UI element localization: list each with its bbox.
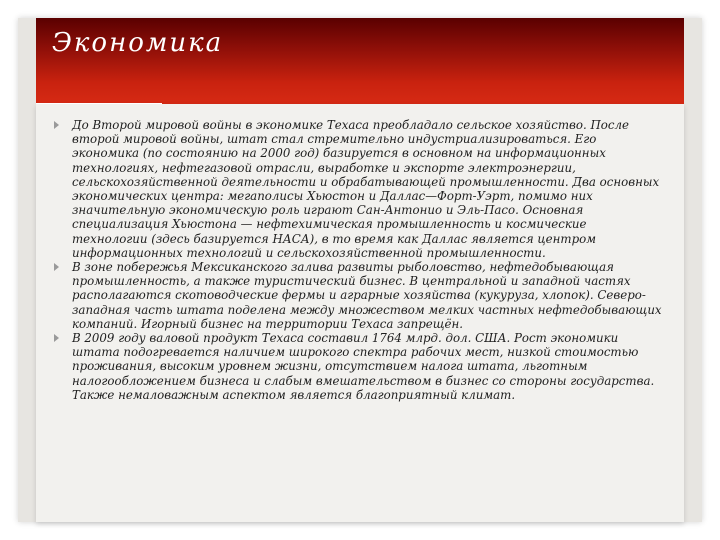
- triangle-bullet-icon: [54, 334, 59, 342]
- bullet-text: До Второй мировой войны в экономике Техаса преобладало сельское хозяйство. После второй мировой войны, штат стал стремительно индустриализироваться. Его экономика (по состоянию на 2000 год) базируется в основном на информационных технологиях, нефтегазовой отрасли, выработке и экспорте электроэнергии, сельскохозяйственной деятельности и обрабатывающей промышленности. Два основных экономических центра: мегаполисы Хьюстон и Даллас—Форт-Уэрт, помимо них значительную экономическую роль играют Сан-Антонио и Эль-Пасо. Основная специализация Хьюстона — нефтехимическая промышленность и космические технологии (здесь базируется НАСА), в то время как Даллас является центром информационных технологий и сельскохозяйственной промышленности.: [72, 118, 660, 260]
- bullet-item: [50, 260, 662, 331]
- title-divider: [36, 103, 162, 104]
- bullet-text: В 2009 году валовой продукт Техаса составил 1764 млрд. дол. США. Рост экономики штата подогревается наличием широкого спектра рабочих мест, низкой стоимостью проживания, высоким уровнем жизни, отсутствием налога штата, льготным налогообложением бизнеса и слабым вмешательством в бизнес со стороны государства. Также немаловажным аспектом является благоприятный климат.: [72, 331, 655, 402]
- bullet-list: [50, 118, 662, 402]
- bullet-item: [50, 118, 662, 260]
- triangle-bullet-icon: [54, 121, 59, 129]
- slide-title: Экономика: [52, 28, 224, 58]
- bullet-text: В зоне побережья Мексиканского залива развиты рыболовство, нефтедобывающая промышленность, а также туристический бизнес. В центральной и западной частях располагаются скотоводческие фермы и аграрные хозяйства (кукуруза, хлопок). Северо-западная часть штата поделена между множеством мелких частных нефтедобывающих компаний. Игорный бизнес на территории Техаса запрещён.: [72, 260, 662, 331]
- triangle-bullet-icon: [54, 263, 59, 271]
- bullet-item: [50, 331, 662, 402]
